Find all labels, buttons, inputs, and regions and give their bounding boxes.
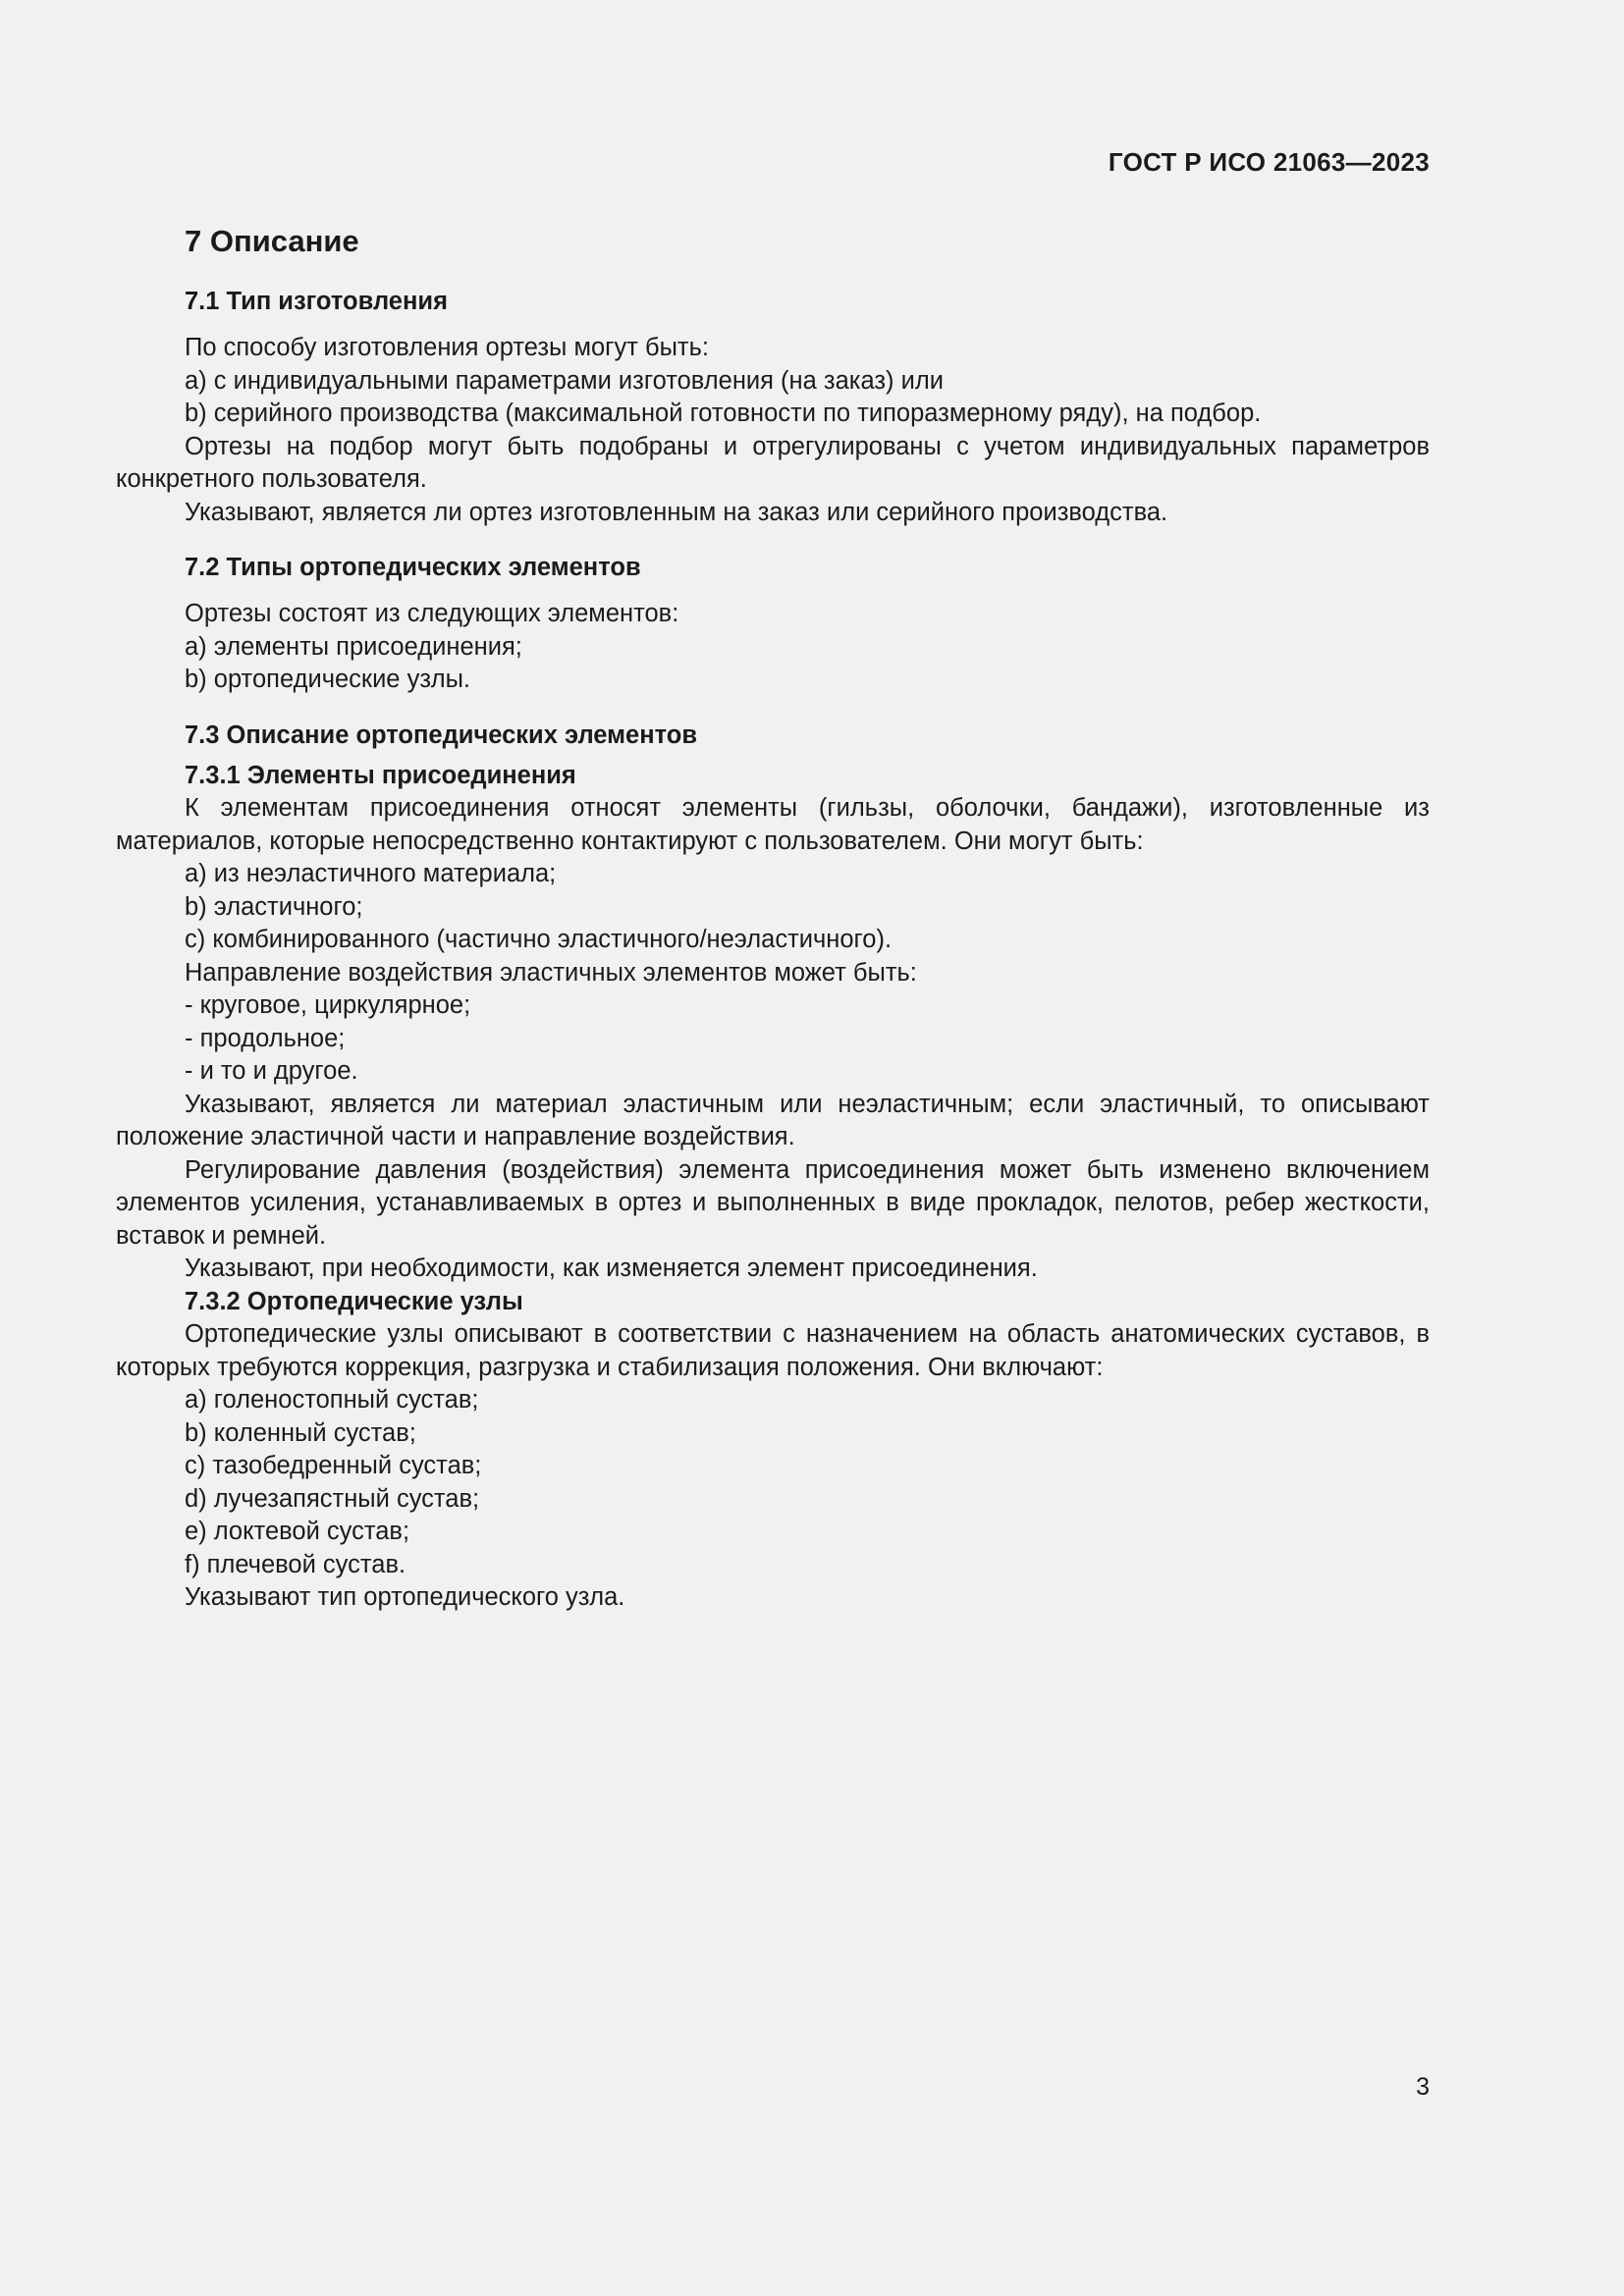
section-7-2-intro: Ортезы состоят из следующих элементов: (185, 600, 679, 627)
list-item: b) коленный сустав; (185, 1418, 416, 1447)
document-code: ГОСТ Р ИСО 21063—2023 (1108, 147, 1430, 177)
section-7-3-1-title: 7.3.1 Элементы присоединения (185, 761, 576, 789)
list-item: a) с индивидуальными параметрами изготовления (на заказ) или (185, 366, 944, 395)
paragraph: Указывают, является ли материал эластичным или неэластичным; если эластичный, то описывают положение эластичной части и направление воздействия. (116, 1090, 1430, 1150)
section-7-1-intro: По способу изготовления ортезы могут быть: (185, 334, 709, 361)
list-item: e) локтевой сустав; (185, 1518, 410, 1545)
list-item: b) серийного производства (максимальной готовности по типоразмерному ряду), на подбор. (185, 400, 1262, 427)
paragraph: К элементам присоединения относят элементы (гильзы, оболочки, бандажи), изготовленные из материалов, которые непосредственно контактируют с пользователем. Они могут быть: (116, 794, 1430, 855)
list-item: - продольное; (185, 1024, 346, 1052)
list-item: - и то и другое. (185, 1057, 358, 1085)
list-item: f) плечевой сустав. (185, 1550, 406, 1578)
paragraph: Указывают, является ли ортез изготовленным на заказ или серийного производства. (185, 498, 1168, 526)
paragraph: Регулирование давления (воздействия) элемента присоединения может быть изменено включением элементов усиления, устанавливаемых в ортез и выполненных в виде прокладок, пелотов, ребер жесткости, вставок и ремней. (116, 1155, 1430, 1250)
section-7-1-title: 7.1 Тип изготовления (185, 288, 448, 315)
paragraph: Ортезы на подбор могут быть подобраны и отрегулированы с учетом индивидуальных параметров конкретного пользователя. (116, 432, 1430, 493)
list-item: c) комбинированного (частично эластичного/неэластичного). (185, 926, 893, 953)
section-7-3-title: 7.3 Описание ортопедических элементов (185, 721, 698, 749)
list-item: a) из неэластичного материала; (185, 860, 557, 887)
paragraph: Ортопедические узлы описывают в соответствии с назначением на область анатомических суставов, в которых требуются коррекция, разгрузка и стабилизация положения. Они включают: (116, 1320, 1430, 1381)
paragraph: Указывают тип ортопедического узла. (185, 1583, 625, 1611)
page-number: 3 (1416, 2073, 1430, 2101)
list-item: b) эластичного; (185, 892, 363, 921)
section-7-2-title: 7.2 Типы ортопедических элементов (185, 554, 641, 581)
list-item: c) тазобедренный сустав; (185, 1452, 482, 1479)
list-item: b) ортопедические узлы. (185, 666, 471, 693)
list-item: a) голеностопный сустав; (185, 1386, 479, 1414)
paragraph: Указывают, при необходимости, как изменяется элемент присоединения. (185, 1255, 1038, 1282)
list-item: - круговое, циркулярное; (185, 991, 471, 1019)
section-7-3-2-title: 7.3.2 Ортопедические узлы (185, 1287, 523, 1315)
paragraph: Направление воздействия эластичных элементов может быть: (185, 958, 917, 987)
list-item: d) лучезапястный сустав; (185, 1484, 480, 1513)
document-body (116, 222, 1430, 1615)
section-7-title: 7 Описание (185, 224, 359, 258)
list-item: a) элементы присоединения; (185, 632, 522, 661)
